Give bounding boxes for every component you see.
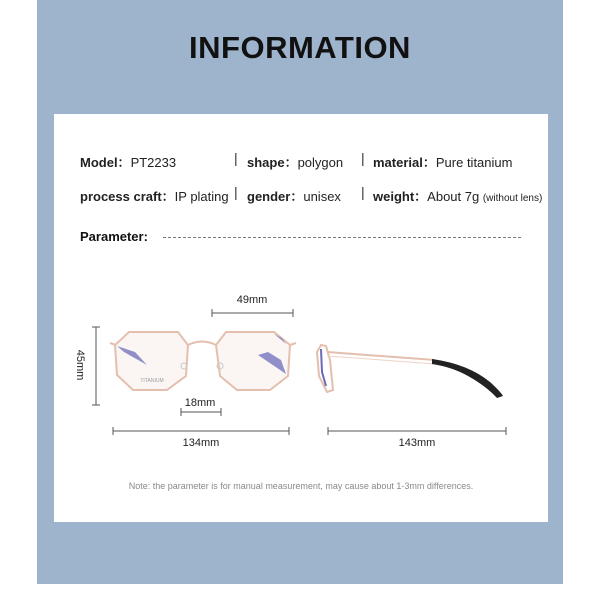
weight-label: weight： [373,189,428,204]
temple-arm-inner [327,356,436,364]
weight-value: About 7g [427,189,480,204]
parameter-label: Parameter: [80,229,148,244]
bridge-label: 18mm [184,397,216,409]
temple-length-dimension-line [328,427,506,435]
craft-label: process craft： [80,189,175,204]
material-label: material： [373,155,436,170]
temple-arm [327,352,435,360]
gender-label: gender： [247,189,304,204]
gender-value: unisex [303,189,341,204]
page-title: INFORMATION [189,30,411,65]
bridge [188,342,216,346]
material-value: Pure titanium [435,155,513,170]
separator: | [361,184,365,200]
weight-note: (without lens) [482,193,543,204]
craft-value: IP plating [174,189,229,204]
lens-width-label: 49mm [236,294,268,306]
lens-width-dimension-line [212,309,293,317]
shape-label: shape： [247,155,298,170]
frame-width-label: 134mm [182,437,220,449]
shape-value: polygon [297,155,344,170]
lens-height-label: 45mm [74,349,86,381]
frame-width-dimension-line [113,427,289,435]
lens-height-dimension-line [92,327,100,405]
temple-tip [432,359,503,398]
side-view-frame [317,345,503,398]
temple-length-label: 143mm [398,437,436,449]
separator: | [234,184,238,200]
bridge-dimension-line [181,408,221,416]
separator: | [234,150,238,166]
model-label: Model： [80,155,131,170]
measurement-note: Note: the parameter is for manual measurement, may cause about 1-3mm differences. [128,481,474,491]
frame-imprint: TITANIUM [140,378,164,384]
model-value: PT2233 [130,155,177,170]
separator: | [361,150,365,166]
